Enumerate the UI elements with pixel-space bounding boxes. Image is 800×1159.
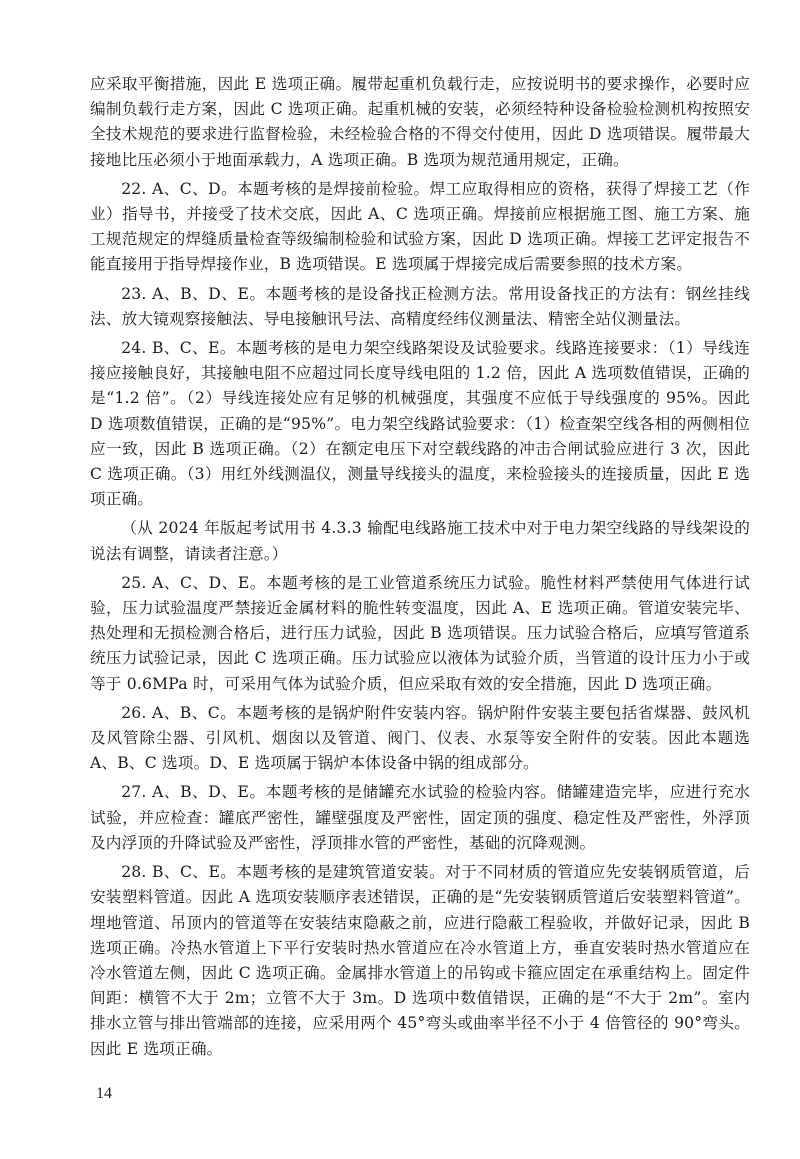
paragraph-answer-25: 25. A、C、D、E。本题考核的是工业管道系统压力试验。脆性材料严禁使用气体进行试验，压力试验温度严禁接近金属材料的脆性转变温度，因此 A、E 选项正确。管道安装完毕、热处理和无损检测合格后，进行压力试验，因此 B 选项错误。压力试验合格后，应填写管道系统压力试验记录，因此 C 选项正确。压力试验应以液体为试验介质，当管道的设计压力小于或等于 0.6MPa 时，可采用气体为试验介质，但应采取有效的安全措施，因此 D 选项正确。 xyxy=(90,573,750,693)
paragraph-answer-23: 23. A、B、D、E。本题考核的是设备找正检测方法。常用设备找正的方法有：钢丝挂线法、放大镜观察接触法、导电接触讯号法、高精度经纬仪测量法、精密全站仪测量法。 xyxy=(90,284,750,328)
paragraph-answer-22: 22. A、C、D。本题考核的是焊接前检验。焊工应取得相应的资格，获得了焊接工艺（作业）指导书，并接受了技术交底，因此 A、C 选项正确。焊接前应根据施工图、施工方案、施工规范规定的焊缝质量检查等级编制检验和试验方案，因此 D 选项正确。焊接工艺评定报告不能直接用于指导焊接作业，B 选项错误。E 选项属于焊接完成后需要参照的技术方案。 xyxy=(90,179,750,274)
paragraph-answer-26: 26. A、B、C。本题考核的是锅炉附件安装内容。锅炉附件安装主要包括省煤器、鼓风机及风管除尘器、引风机、烟囱以及管道、阀门、仪表、水泵等安全附件的安装。因此本题选 A、B、C 选项。D、E 选项属于锅炉本体设备中锅的组成部分。 xyxy=(90,703,750,773)
paragraph-answer-28: 28. B、C、E。本题考核的是建筑管道安装。对于不同材质的管道应先安装钢质管道，后安装塑料管道。因此 A 选项安装顺序表述错误，正确的是“先安装钢质管道后安装塑料管道”。埋地管道、吊顶内的管道等在安装结束隐蔽之前，应进行隐蔽工程验收，并做好记录，因此 B 选项正确。冷热水管道上下平行安装时热水管道应在冷水管道上方，垂直安装时热水管道应在冷水管道左侧，因此 C 选项正确。金属排水管道上的吊钩或卡箍应固定在承重结构上。固定件间距：横管不大于 2m；立管不大于 3m。D 选项中数值错误，正确的是“不大于 2m”。室内排水立管与排出管端部的连接，应采用两个 45°弯头或曲率半径不小于 4 倍管径的 90°弯头。因此 E 选项正确。 xyxy=(90,863,750,1058)
paragraph-note: （从 2024 年版起考试用书 4.3.3 输配电线路施工技术中对于电力架空线路的导线架设的说法有调整，请读者注意。） xyxy=(90,519,750,563)
page-number: 14 xyxy=(96,1085,112,1102)
paragraph-continuation: 应采取平衡措施，因此 E 选项正确。履带起重机负载行走，应按说明书的要求操作，必要时应编制负载行走方案，因此 C 选项正确。起重机械的安装，必须经特种设备检验检测机构按照安全技术规范的要求进行监督检验，未经检验合格的不得交付使用，因此 D 选项错误。履带最大接地比压必须小于地面承载力，A 选项正确。B 选项为规范通用规定，正确。 xyxy=(90,75,750,169)
paragraph-answer-27: 27. A、B、D、E。本题考核的是储罐充水试验的检验内容。储罐建造完毕，应进行充水试验，并应检查：罐底严密性，罐壁强度及严密性，固定顶的强度、稳定性及严密性，外浮顶及内浮顶的升降试验及严密性，浮顶排水管的严密性，基础的沉降观测。 xyxy=(90,783,750,852)
page-body xyxy=(90,72,750,1066)
paragraph-answer-24: 24. B、C、E。本题考核的是电力架空线路架设及试验要求。线路连接要求：（1）导线连接应接触良好，其接触电阻不应超过同长度导线电阻的 1.2 倍，因此 A 选项数值错误，正确的是“1.2 倍”。（2）导线连接处应有足够的机械强度，其强度不应低于导线强度的 95%。因此 D 选项数值错误，正确的是“95%”。电力架空线路试验要求：（1）检查架空线各相的两侧相位应一致，因此 B 选项正确。（2）在额定电压下对空载线路的冲击合闸试验应进行 3 次，因此 C 选项正确。（3）用红外线测温仪，测量导线接头的温度，来检验接头的连接质量，因此 E 选项正确。 xyxy=(90,339,750,509)
